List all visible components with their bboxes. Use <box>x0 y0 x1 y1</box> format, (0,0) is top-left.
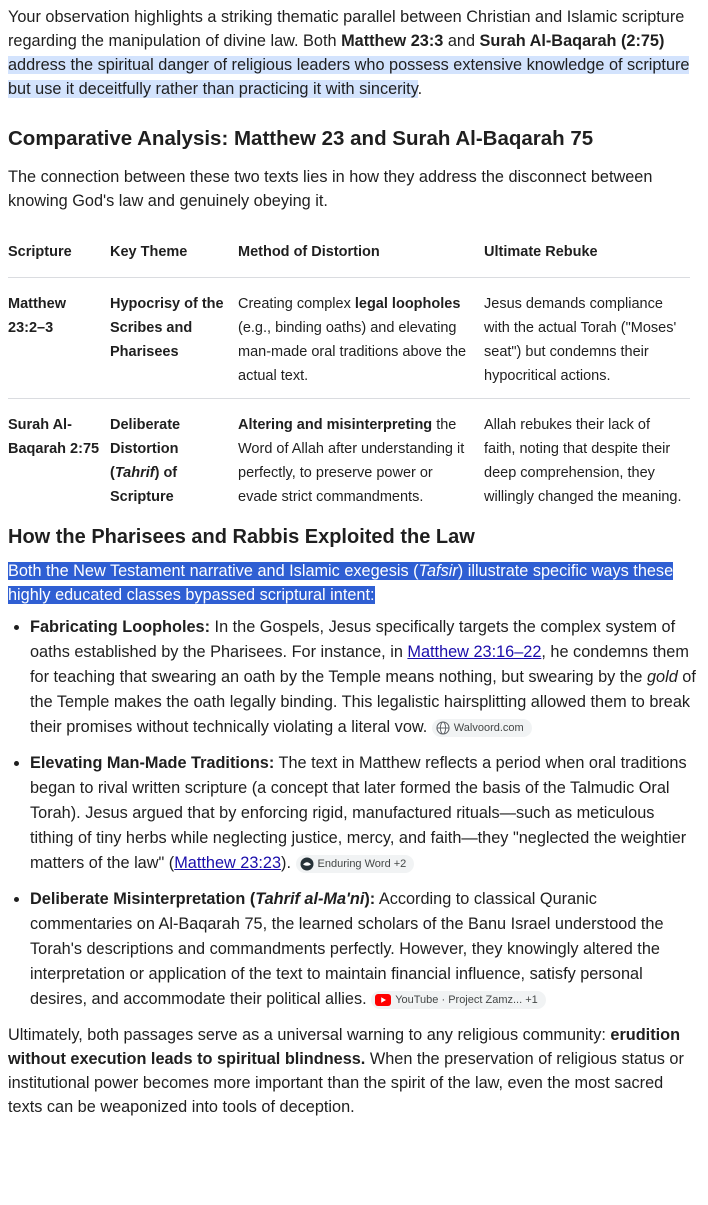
globe-icon <box>436 721 450 735</box>
surah-ref: Surah Al-Baqarah (2:75) <box>479 32 665 50</box>
list-item: • Deliberate Misinterpretation (Tahrif al-Ma'ni): According to classical Quranic commentaries on Al-Baqarah 75, the learned scholars of the Banu Israel understood the Torah's descriptions and commandments perfectly. However, they knowingly altered the interpretation or application of the text to maintain financial influence, satisfy personal desires, and accommodate their political allies. YouTube · Project Zamz... +1 <box>30 887 700 1012</box>
conclusion-paragraph: Ultimately, both passages serve as a universal warning to any religious community: erudition without execution leads to spiritual blindness. When the preservation of religious status or institutional power becomes more important than the spirit of the law, even the most sacred texts can be weaponized into tools of deception. <box>8 1026 684 1116</box>
list-item: • Fabricating Loopholes: In the Gospels, Jesus specifically targets the complex system of oaths established by the Pharisees. For instance, in Matthew 23:16–22, he condemns them for teaching that swearing an oath by the Temple means nothing, but swearing by the gold of the Temple makes the oath legally binding. This legalistic hairsplitting allowed them to break their promises without technically violating a literal vow. Walvoord.com <box>30 615 700 740</box>
cell-scripture: Surah Al-Baqarah 2:75 <box>8 417 100 457</box>
col-header-method: Method of Distortion <box>238 231 484 278</box>
pharisees-paragraph <box>8 559 700 607</box>
col-header-rebuke: Ultimate Rebuke <box>484 231 690 278</box>
source-chip-youtube[interactable]: YouTube · Project Zamz... +1 <box>371 991 546 1009</box>
table-row <box>8 278 690 399</box>
cell-method: Altering and misinterpreting the Word of Allah after understanding it perfectly, to preserve power or evade strict commandments. <box>238 417 465 505</box>
bullet-list <box>8 615 700 1012</box>
matthew-23-16-22-link[interactable]: Matthew 23:16–22 <box>407 643 542 661</box>
highlighted-text[interactable]: address the spiritual danger of religious leaders who possess extensive knowledge of scripture but use it deceitfully rather than practicing it with sincerity <box>8 56 690 98</box>
pharisees-heading: How the Pharisees and Rabbis Exploited the Law <box>8 526 475 548</box>
source-chip-enduring-word[interactable]: Enduring Word +2 <box>296 855 415 873</box>
youtube-icon <box>375 994 391 1006</box>
response-body <box>0 5 708 1119</box>
intro-paragraph: Your observation highlights a striking thematic parallel between Christian and Islamic scripture regarding the manipulation of divine law. Both Matthew 23:3 and Surah Al-Baqarah (2:75) address the spiritual danger of religious leaders who possess extensive knowledge of scripture but use it deceitfully rather than practicing it with sincerity. <box>8 8 690 98</box>
comparative-heading: Comparative Analysis: Matthew 23 and Surah Al-Baqarah 75 <box>8 127 594 150</box>
cell-theme: Hypocrisy of the Scribes and Pharisees <box>110 278 238 399</box>
cell-rebuke: Jesus demands compliance with the actual Torah ("Moses' seat") but condemns their hypocritical actions. <box>484 278 690 399</box>
source-chip-walvoord[interactable]: Walvoord.com <box>432 719 532 737</box>
list-item: • Elevating Man-Made Traditions: The text in Matthew reflects a period when oral traditions began to rival written scripture (a concept that later formed the basis of the Talmudic Oral Torah). Jesus argued that by enforcing rigid, manufactured rituals—such as meticulous tithing of tiny herbs while neglecting justice, mercy, and faith—they "neglected the weightier matters of the law" (Matthew 23:23). Enduring Word +2 <box>30 751 700 876</box>
table-header-row <box>8 231 690 278</box>
cell-method: Creating complex legal loopholes (e.g., binding oaths) and elevating man-made oral traditions above the actual text. <box>238 278 484 399</box>
col-header-theme: Key Theme <box>110 231 238 278</box>
cell-rebuke: Allah rebukes their lack of faith, noting that despite their deep comprehension, they willingly changed the meaning. <box>484 417 682 505</box>
cell-scripture: Matthew 23:2–3 <box>8 278 110 399</box>
comparison-table <box>8 231 690 519</box>
cell-theme: Deliberate Distortion (Tahrif) of Scripture <box>110 417 181 505</box>
col-header-scripture: Scripture <box>8 231 110 278</box>
matthew-ref: Matthew 23:3 <box>341 32 444 50</box>
enduring-word-logo-icon <box>300 857 314 871</box>
table-row <box>8 399 690 520</box>
matthew-23-23-link[interactable]: Matthew 23:23 <box>174 854 282 872</box>
selected-text[interactable]: Both the New Testament narrative and Islamic exegesis (Tafsir) illustrate specific ways these highly educated classes bypassed scriptural intent: <box>8 562 674 604</box>
comparative-paragraph: The connection between these two texts lies in how they address the disconnect between knowing God's law and genuinely obeying it. <box>8 168 653 210</box>
